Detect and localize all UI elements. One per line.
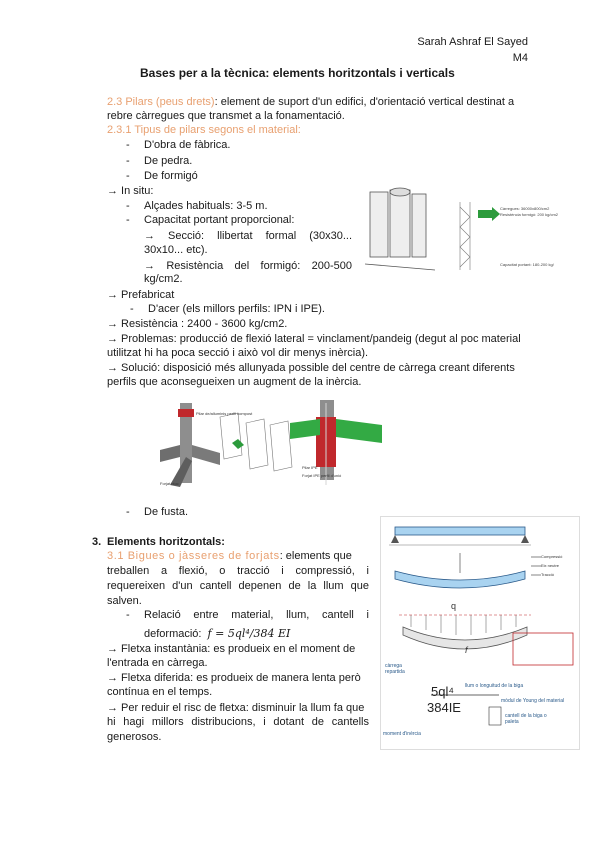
- resistance-line2: kg/cm2.: [144, 273, 183, 285]
- relation-line1: - Relació entre material, llum, cantell i: [144, 609, 369, 622]
- beams-line4: salven.: [107, 595, 142, 607]
- solution-line2: perfils que aconsegueixen un augment de la inèrcia.: [107, 376, 362, 388]
- deflection-formula: f = 5ql⁴/384 EI: [207, 627, 291, 640]
- figure-label: Capacitat portant: 180-200 kg/: [500, 262, 554, 267]
- steel-resistance: → Resistència : 2400 - 3600 kg/cm2.: [107, 318, 288, 330]
- section-label: cantell de la biga o paleta: [505, 713, 547, 725]
- author-name: Sarah Ashraf El Sayed: [417, 36, 528, 48]
- figure-label: Forjat bloc: [160, 481, 179, 486]
- steel-joints-figure: [160, 395, 450, 497]
- pillar-types-subheading: 2.3.1 Tipus de pilars segons el material:: [107, 124, 301, 136]
- instant-line2: l'entrada en càrrega.: [107, 657, 208, 669]
- course-code: M4: [512, 52, 528, 64]
- pillars-intro-text: : element de suport d'un edifici, d'orientació vertical destinat a: [214, 96, 515, 108]
- problems-line2: utilitzat hi ha poca secció i això vol dir menys inèrcia).: [107, 347, 369, 359]
- figure-label: Pilar IPE: [302, 465, 318, 470]
- deflection-letter: f: [465, 645, 468, 655]
- section-line1: → Secció: llibertat formal (30x30...: [144, 230, 352, 242]
- legend-label: Eix neutre: [541, 563, 560, 568]
- reduce-line3: generosos.: [107, 731, 162, 743]
- in-situ-label: → In situ:: [107, 185, 154, 197]
- young-label: mòdul de Young del material: [501, 698, 565, 704]
- equation-top: 5ql⁴: [431, 684, 454, 699]
- light-label: llum o longuitud de la biga: [465, 683, 524, 689]
- reduce-line2: hi hagi millors distribucions, i dotant de cantells: [107, 716, 369, 728]
- list-item-steel: - D'acer (els millors perfils: IPN i IPE).: [148, 303, 325, 316]
- figure-label: Pilar de/alluminis perfil compost: [196, 411, 253, 416]
- page-title: Bases per a la tècnica: elements horitzontals i verticals: [140, 66, 455, 80]
- beams-line2: treballen a flexió, o tracció i compressió, i: [107, 565, 369, 577]
- relation-deformation: deformació:: [144, 628, 202, 640]
- list-item-type: - De pedra.: [144, 155, 192, 168]
- list-item-type: - De formigó: [144, 170, 198, 183]
- prefab-label: → Prefabricat: [107, 289, 175, 301]
- beams-line1: [107, 550, 369, 563]
- pillars-intro-line2: rebre càrregues que transmet a la fonamentació.: [107, 110, 345, 122]
- pillars-heading: 2.3 Pilars (peus drets): [107, 96, 215, 108]
- relation-line2: [144, 627, 290, 641]
- list-item-type: - D'obra de fàbrica.: [144, 139, 230, 152]
- concrete-pillars-figure: [360, 182, 559, 277]
- problems-line1: → Problemas: producció de flexió lateral = vinclament/pandeig (degut al poc material: [107, 333, 521, 345]
- equation-bottom: 384IE: [427, 700, 461, 715]
- section-heading: Elements horitzontals:: [107, 536, 225, 548]
- beams-heading: 3.1 Bigues o jàsseres de forjats: [107, 550, 280, 562]
- figure-label: Càrregues: 36000x800/cm2: [500, 206, 550, 211]
- instant-line1: → Fletxa instantània: es produeix en el moment de: [107, 643, 356, 655]
- deferred-line2: contínua en el temps.: [107, 686, 213, 698]
- deferred-line1: → Fletxa diferida: es produeix de manera lenta però: [107, 672, 361, 684]
- resistance-line1: → Resistència del formigó: 200-500: [144, 260, 352, 272]
- section-number: 3.: [92, 536, 102, 548]
- solution-line1: → Solució: disposició més allunyada possible del centre de càrrega creant diferents: [107, 362, 515, 374]
- figure-label: Resistència formigó: 200 kg/cm2: [500, 212, 559, 217]
- pillars-intro: [107, 96, 514, 109]
- list-item-heights: - Alçades habituals: 3-5 m.: [144, 200, 268, 213]
- reduce-line1: → Per reduir el risc de fletxa: disminuir la llum fa que: [107, 702, 365, 714]
- section-line2: 30x10... etc).: [144, 244, 208, 256]
- beams-line3: requereixen d'un cantell depenen de la llum que: [107, 580, 369, 592]
- list-item-capacity: - Capacitat portant proporcional:: [144, 214, 294, 227]
- load-letter: q: [451, 601, 457, 611]
- list-item-wood: - De fusta.: [144, 506, 188, 519]
- legend-label: Compressió: [541, 554, 563, 559]
- beam-deflection-figure: [380, 516, 580, 750]
- legend-label: Tracció: [541, 572, 554, 577]
- load-label: càrrega repartida: [385, 663, 405, 675]
- beams-heading-rest: : elements que: [279, 550, 352, 562]
- inertia-label: moment d'inèrcia: [383, 731, 421, 737]
- figure-label: Forjat IPE perfil d'unió: [302, 473, 342, 478]
